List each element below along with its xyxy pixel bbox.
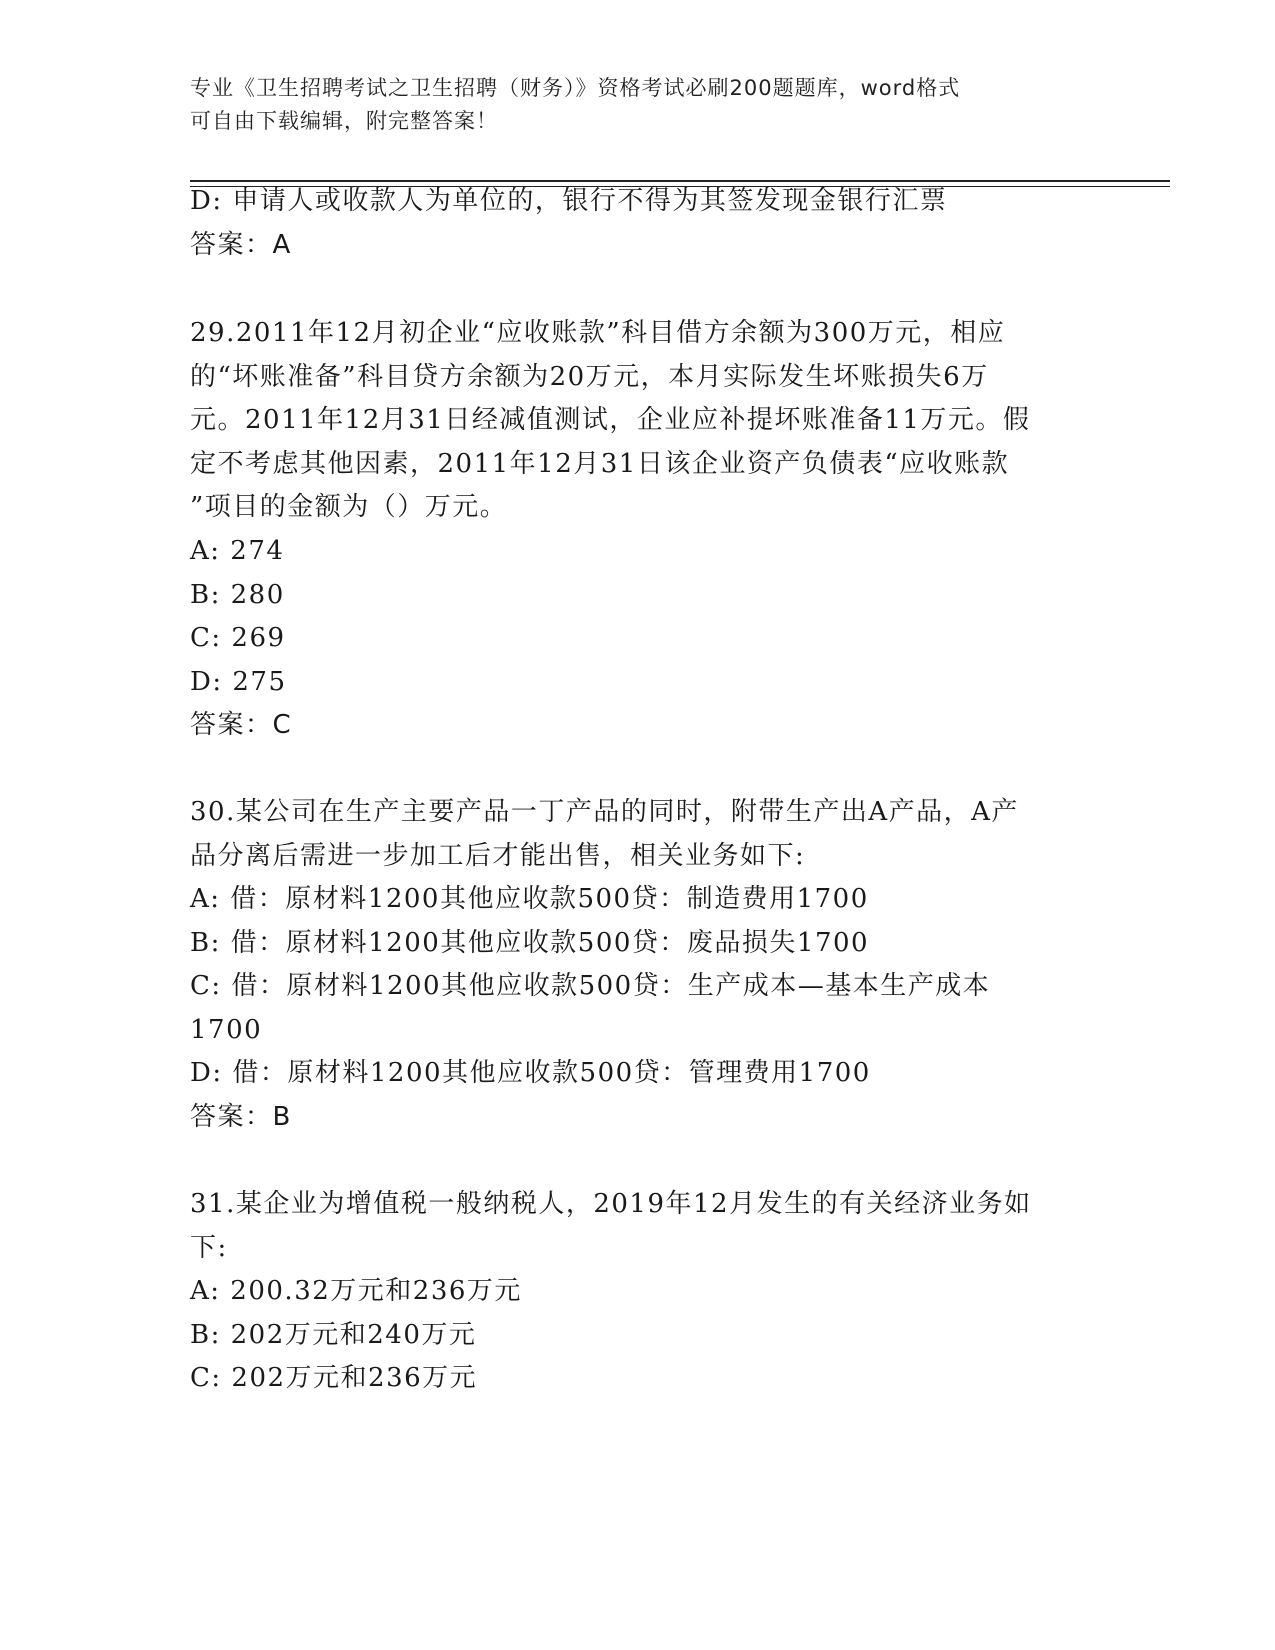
option-line: A: 274 — [190, 536, 285, 566]
question-line: ”项目的金额为（）万元。 — [190, 492, 508, 522]
question-line: 定不考虑其他因素，2011年12月31日该企业资产负债表“应收账款 — [190, 449, 1010, 479]
option-line: C: 269 — [190, 623, 286, 653]
question-line: 30.某公司在生产主要产品一丁产品的同时，附带生产出A产品，A产 — [190, 797, 1019, 827]
option-line: D: 申请人或收款人为单位的，银行不得为其签发现金银行汇票 — [190, 186, 948, 216]
option-line: B: 借：原材料1200其他应收款500贷：废品损失1700 — [190, 928, 870, 958]
option-line: C: 202万元和236万元 — [190, 1363, 478, 1393]
option-line: C: 借：原材料1200其他应收款500贷：生产成本—基本生产成本 — [190, 971, 991, 1001]
answer-line: 答案：B — [190, 1102, 292, 1132]
option-line: 1700 — [190, 1015, 263, 1045]
document-header — [190, 72, 1070, 138]
option-line: B: 280 — [190, 580, 285, 610]
header-line-2: 可自由下载编辑，附完整答案！ — [190, 109, 498, 133]
question-line: 品分离后需进一步加工后才能出售，相关业务如下: — [190, 841, 806, 871]
question-line: 元。2011年12月31日经减值测试，企业应补提坏账准备11万元。假 — [190, 405, 1031, 435]
option-line: A: 借：原材料1200其他应收款500贷：制造费用1700 — [190, 884, 869, 914]
answer-line: 答案：C — [190, 710, 293, 740]
question-line: 下: — [190, 1233, 228, 1263]
option-line: D: 275 — [190, 667, 287, 697]
option-line: B: 202万元和240万元 — [190, 1320, 477, 1350]
option-line: D: 借：原材料1200其他应收款500贷：管理费用1700 — [190, 1058, 871, 1088]
answer-line: 答案：A — [190, 230, 292, 260]
question-line: 的“坏账准备”科目贷方余额为20万元，本月实际发生坏账损失6万 — [190, 362, 989, 392]
option-line: A: 200.32万元和236万元 — [190, 1276, 522, 1306]
header-line-1: 专业《卫生招聘考试之卫生招聘（财务）》资格考试必刷200题题库，word格式 — [190, 76, 961, 100]
question-line: 31.某企业为增值税一般纳税人，2019年12月发生的有关经济业务如 — [190, 1189, 1032, 1219]
question-line: 29.2011年12月初企业“应收账款”科目借方余额为300万元，相应 — [190, 318, 1006, 348]
